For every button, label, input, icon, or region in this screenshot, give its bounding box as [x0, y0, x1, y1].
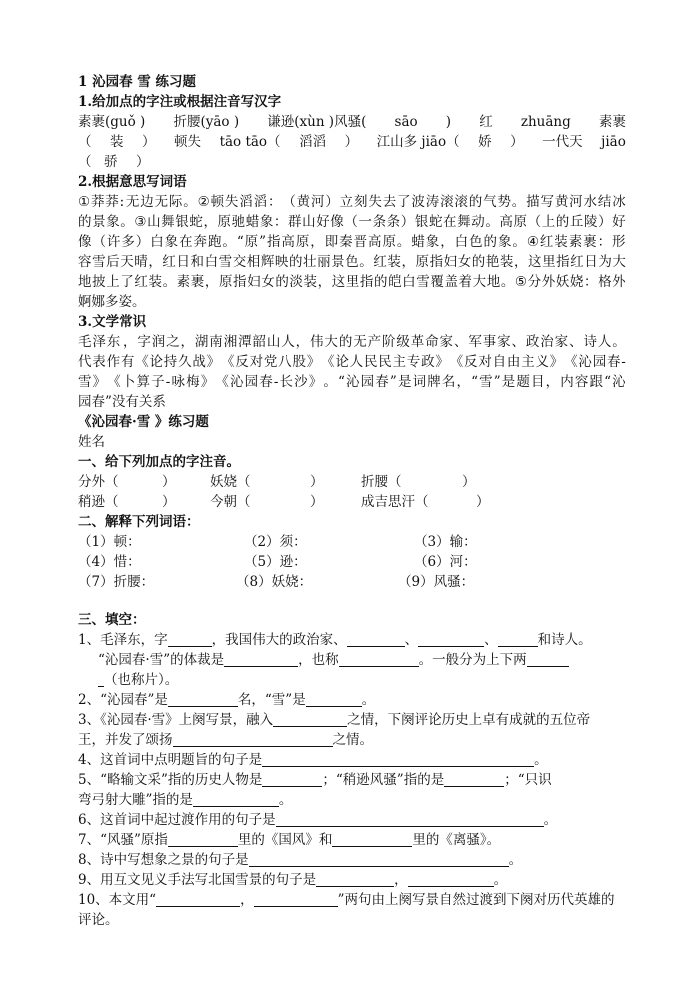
- text: 、: [484, 632, 498, 648]
- item: 素裹(guǒ ): [78, 114, 146, 130]
- answer-blank[interactable]: [262, 771, 322, 787]
- answer-blank[interactable]: [193, 791, 279, 807]
- item: 折腰(yāo ): [173, 114, 240, 130]
- paragraph-line: ① 莽 莽 : 无 边 无 际 。 ② 顿 失 滔 滔 ： （ 黄 河 ） 立 刻 失 去 了 波 涛 滚 滚 的 气 势 。 描 写 黄 河 水 结 冰: [78, 194, 626, 210]
- answer-blank[interactable]: [156, 891, 240, 907]
- item: （8）妖娆：: [236, 574, 313, 590]
- fill-line-6: [78, 810, 626, 830]
- item: （: [78, 134, 92, 150]
- item: （: [78, 154, 92, 170]
- text: 。: [534, 752, 548, 768]
- answer-blank[interactable]: [173, 731, 333, 747]
- fill-line-9: [78, 870, 626, 890]
- fill-line-8: [78, 850, 626, 870]
- fill-line-5: [78, 770, 626, 790]
- q1-row: [78, 472, 626, 492]
- item: 娇: [478, 134, 492, 150]
- item: ）: [142, 134, 156, 150]
- paragraph-line: 毛 泽 东 ， 字 润 之 ， 湖 南 湘 潭 韶 山 人 ， 伟 大 的 无 产 阶 级 革 命 家 、 军 事 家 、 政 治 家 、 诗 人 。: [78, 334, 626, 350]
- item: tāo tāo（: [219, 134, 281, 150]
- text: 名，“雪”是: [237, 692, 306, 708]
- item: 谦逊(xùn )风骚(: [267, 114, 367, 130]
- item: 今朝（: [210, 494, 251, 510]
- item: jiāo: [601, 134, 626, 150]
- q1-row: [78, 492, 626, 512]
- item: ）: [162, 474, 176, 490]
- answer-blank[interactable]: [332, 831, 412, 847]
- item: 折腰（: [361, 474, 402, 490]
- fill-line-4: [78, 750, 626, 770]
- name-label: 姓名: [78, 434, 105, 450]
- answer-blank[interactable]: [254, 891, 338, 907]
- answer-blank[interactable]: [347, 631, 405, 647]
- fill-line-10: [78, 890, 626, 910]
- text: 5、“略输文采”指的历史人物是: [78, 772, 263, 788]
- item: （5）逊：: [244, 554, 307, 570]
- item: ）: [462, 474, 476, 490]
- text: 之情。: [332, 732, 373, 748]
- paragraph-line: 像 （ 许 多 ） 白 象 在 奔 跑 。 “ 原 ” 指 高 原 ， 即 秦 晋 高 原 。 蜡 象 ， 白 色 的 象 。 ④ 红 装 素 裹 ： 形: [78, 234, 626, 250]
- text: 2、“沁园春”是: [78, 692, 168, 708]
- answer-blank[interactable]: [276, 811, 544, 827]
- fill-line-3: [78, 710, 626, 730]
- question-1-heading: 一、给下列加点的字注音。: [78, 454, 240, 470]
- item: 稍逊（: [78, 494, 119, 510]
- answer-blank[interactable]: [224, 651, 298, 667]
- fill-line-3b: [78, 730, 626, 750]
- text: 和诗人。: [537, 632, 592, 648]
- q2-row: [78, 572, 626, 592]
- text: （也称片）。: [104, 672, 179, 688]
- text: ，也称: [298, 652, 339, 668]
- text: ；“只识: [504, 772, 552, 788]
- item: ): [445, 114, 452, 130]
- item: ）: [344, 134, 359, 150]
- text: 1、毛泽东，字: [78, 632, 168, 648]
- text: 之情，下阕评论历史上卓有成就的五位帝: [347, 712, 591, 728]
- answer-blank[interactable]: [316, 871, 394, 887]
- item: 红: [479, 114, 493, 130]
- q2-row: [78, 532, 626, 552]
- q2-row: [78, 552, 626, 572]
- answer-blank[interactable]: [498, 631, 538, 647]
- item: ）: [310, 494, 324, 510]
- pinyin-row-3: [78, 152, 626, 172]
- text: 3、《沁园春·雪》上阕写景，融入: [78, 712, 274, 728]
- text: ，: [394, 872, 408, 888]
- item: 顿失: [174, 134, 202, 150]
- text: ，: [240, 892, 254, 908]
- answer-blank[interactable]: [339, 651, 419, 667]
- answer-blank[interactable]: [273, 711, 347, 727]
- item: ）: [162, 494, 176, 510]
- answer-blank[interactable]: [168, 831, 238, 847]
- item: （7）折腰：: [78, 574, 155, 590]
- text: 。: [543, 812, 558, 828]
- text: 10、本文用“: [78, 892, 157, 908]
- text: ；“稍逊风骚”指的是: [322, 772, 445, 788]
- section-1-heading: 1.给加点的字注或根据注音写汉字: [78, 94, 282, 110]
- question-3-heading: 三、填空：: [78, 612, 146, 628]
- text: 弯弓射大雕”指的是: [78, 792, 193, 808]
- item: ）: [136, 154, 150, 170]
- text: ”两句由上阕写景自然过渡到下阕对历代英雄的: [337, 892, 615, 908]
- item: 素裹: [598, 114, 626, 130]
- text: 里的《离骚》。: [412, 832, 501, 848]
- item: 江山多 jiāo（: [376, 134, 460, 150]
- fill-line-10b: 评论。: [78, 912, 119, 928]
- item: （9）风骚：: [398, 574, 475, 590]
- text: 8、诗中写想象之景的句子是: [78, 852, 249, 868]
- item: 装: [110, 134, 124, 150]
- paragraph-line: 容 雪 后 天 晴 ， 红 日 和 白 雪 交 相 辉 映 的 壮 丽 景 色 。 红 装 ， 原 指 妇 女 的 艳 装 ， 这 里 指 红 日 为 大: [78, 254, 626, 270]
- answer-blank[interactable]: [408, 871, 494, 887]
- text: 里的《国风》和: [237, 832, 333, 848]
- fill-line-2: [78, 690, 626, 710]
- answer-blank[interactable]: [306, 691, 362, 707]
- item: sāo: [394, 114, 418, 130]
- item: zhuāng: [520, 114, 571, 130]
- answer-blank[interactable]: [444, 771, 504, 787]
- answer-blank[interactable]: [168, 691, 238, 707]
- fill-line-1b: [78, 650, 626, 670]
- item: 骄: [104, 154, 118, 170]
- text: 、: [404, 632, 419, 648]
- answer-blank[interactable]: [262, 751, 534, 767]
- text: 。: [508, 852, 523, 868]
- pinyin-row-2: [78, 132, 626, 152]
- item: ）: [310, 474, 324, 490]
- item: （2）须：: [244, 534, 307, 550]
- fill-line-7: [78, 830, 626, 850]
- item: 滔滔: [299, 134, 327, 150]
- text: 王，并发了颂扬: [78, 732, 173, 748]
- text: 4、这首词中点明题旨的句子是: [78, 752, 263, 768]
- question-2-heading: 二、解释下列词语：: [78, 514, 200, 530]
- item: ）: [476, 494, 490, 510]
- text: “沁园春·雪”的体裁是: [98, 652, 225, 668]
- text: ，我国伟大的政治家、: [211, 632, 347, 648]
- text: 9、用互文见义手法写北国雪景的句子是: [78, 872, 317, 888]
- paragraph-line: 地 披 上 了 红 装 。 素 裹 ， 原 指 妇 女 的 淡 装 ， 这 里 指 的 皑 白 雪 覆 盖 着 大 地 。 ⑤ 分 外 妖 娆 ： 格 外: [78, 274, 626, 290]
- item: （4）惜：: [78, 554, 141, 570]
- item: 成吉思汗（: [361, 494, 429, 510]
- answer-blank[interactable]: [168, 631, 212, 647]
- paragraph-line: 代 表 作 有 《 论 持 久 战 》 《 反 对 党 八 股 》 《 论 人 民 民 主 专 政 》 《 反 对 自 由 主 义 》 《 沁 园 春 -: [78, 354, 626, 370]
- section-3-heading: 3.文学常识: [78, 314, 147, 330]
- item: ）: [510, 134, 524, 150]
- text: 。一般分为上下两: [418, 652, 527, 668]
- text: 。: [278, 792, 293, 808]
- item: （6）河：: [414, 554, 477, 570]
- fill-line-5b: [78, 790, 626, 810]
- item: （1）顿：: [78, 534, 141, 550]
- item: 妖娆（: [210, 474, 251, 490]
- answer-blank[interactable]: [418, 631, 484, 647]
- paragraph-line: 园春”没有关系: [78, 394, 166, 410]
- fill-line-1c: [78, 670, 626, 690]
- answer-blank[interactable]: [249, 851, 509, 867]
- item: 一代天: [542, 134, 583, 150]
- paragraph-line: 雪 》 《 卜 算 子 - 咏 梅 》 《 沁 园 春 - 长 沙 》 。 “ 沁 园 春 ” 是 词 牌 名 ， “ 雪 ” 是 题 目 ， 内 容 跟 “ 沁: [78, 374, 626, 390]
- paragraph-line: 婀娜多姿。: [78, 294, 146, 310]
- paragraph-line: 的 景 象 。 ③ 山 舞 银 蛇 ， 原 驰 蜡 象 ： 群 山 好 像 （ 一 条 条 ） 银 蛇 在 舞 动 。 高 原 （ 上 的 丘 陵 ） 好: [78, 214, 626, 230]
- item: （3）输：: [414, 534, 477, 550]
- fill-line-1: [78, 630, 626, 650]
- exercise-title: 1 沁园春 雪 练习题: [78, 74, 196, 90]
- pinyin-row-1: [78, 112, 626, 132]
- worksheet-title: 《沁园春·雪 》练习题: [78, 414, 209, 430]
- item: 分外（: [78, 474, 119, 490]
- text: 7、“风骚”原指: [78, 832, 168, 848]
- section-2-heading: 2.根据意思写词语: [78, 174, 187, 190]
- text: 。: [361, 692, 376, 708]
- text: 6、这首词中起过渡作用的句子是: [78, 812, 276, 828]
- text: 。: [493, 872, 508, 888]
- answer-blank[interactable]: [527, 651, 569, 667]
- worksheet-page: [78, 72, 626, 930]
